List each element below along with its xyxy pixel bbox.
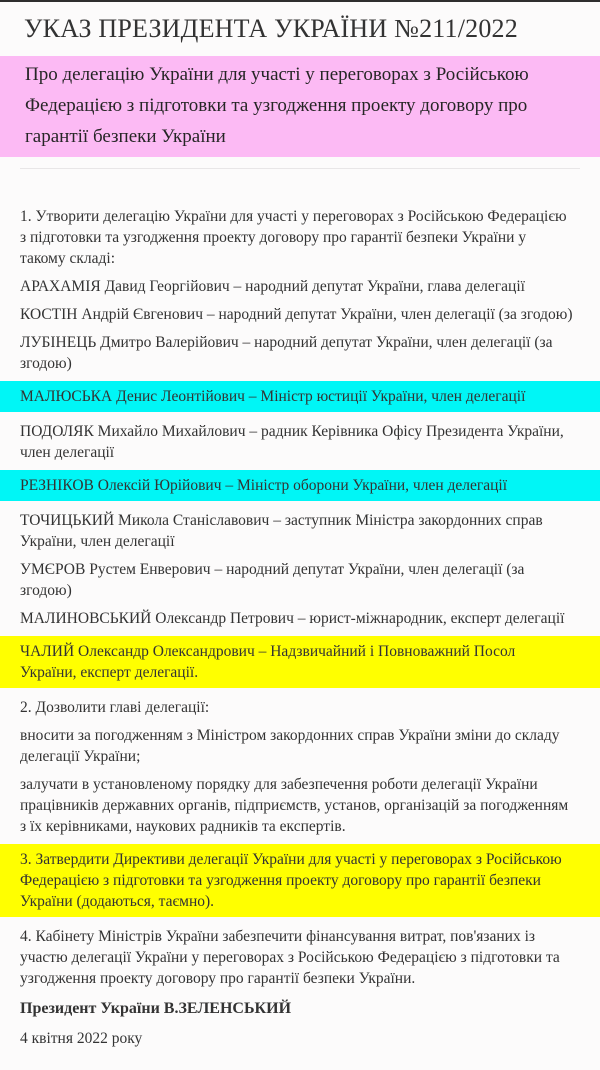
member-arakhamiia: АРАХАМІЯ Давид Георгійович – народний депутат України, глава делегації — [20, 278, 525, 295]
member-lubinets: ЛУБІНЕЦЬ Дмитро Валерійович – народний депутат України, член делегації (за згодою) — [20, 334, 553, 372]
member-malynovskyi: МАЛИНОВСЬКИЙ Олександр Петрович – юрист-міжнародник, експерт делегації — [20, 610, 565, 627]
clause-2-item-1: вносити за погодженням з Міністром закордонних справ України зміни до складу делегації України; — [20, 727, 560, 765]
clause-1: 1. Утворити делегацію України для участі у переговорах з Російською Федерацією з підготовки та узгодження проекту договору про гарантії безпеки України у такому складі: — [20, 208, 567, 267]
page-title: УКАЗ ПРЕЗИДЕНТА УКРАЇНИ №211/2022 — [24, 14, 518, 43]
decree-body — [0, 169, 600, 1070]
member-podoliak: ПОДОЛЯК Михайло Михайлович – радник Керівника Офісу Президента України, член делегації — [20, 423, 564, 461]
date-line: 4 квітня 2022 року — [20, 1030, 143, 1047]
member-umerov: УМЄРОВ Рустем Енверович – народний депутат України, член делегації (за згодою) — [20, 561, 525, 599]
member-reznikov: РЕЗНІКОВ Олексій Юрійович – Міністр оборони України, член делегації — [0, 470, 600, 501]
clause-2-item-2: залучати в установленому порядку для забезпечення роботи делегації України працівників державних органів, підприємств, установ, організацій за погодженням з їх керівниками, наукових радників та експертів. — [20, 776, 569, 835]
clause-4: 4. Кабінету Міністрів України забезпечити фінансування витрат, пов'язаних із участю делегації України у переговорах з Російською Федерацією з підготовки та узгодження проекту договору про гарантії безпеки України. — [20, 928, 560, 987]
member-chalyi: ЧАЛИЙ Олександр Олександрович – Надзвичайний і Повноважний Посол України, експерт делегації. — [0, 636, 600, 688]
member-kostin: КОСТІН Андрій Євгенович – народний депутат України, член делегації (за згодою) — [20, 306, 573, 323]
member-maliuska: МАЛЮСЬКА Денис Леонтійович – Міністр юстиції України, член делегації — [0, 381, 600, 412]
decree-subject-highlight: Про делегацію України для участі у переговорах з Російською Федерацією з підготовки та узгодження проекту договору про гарантії безпеки України — [0, 56, 600, 157]
signature-line: Президент України В.ЗЕЛЕНСЬКИЙ — [20, 1000, 292, 1017]
clause-3: 3. Затвердити Директиви делегації України для участі у переговорах з Російською Федерацією з підготовки та узгодження проекту договору про гарантії безпеки України (додаються, таємно). — [0, 844, 600, 917]
clause-2: 2. Дозволити главі делегації: — [20, 699, 210, 716]
member-tochytskyi: ТОЧИЦЬКИЙ Микола Станіславович – заступник Міністра закордонних справ України, член делегації — [20, 512, 543, 550]
